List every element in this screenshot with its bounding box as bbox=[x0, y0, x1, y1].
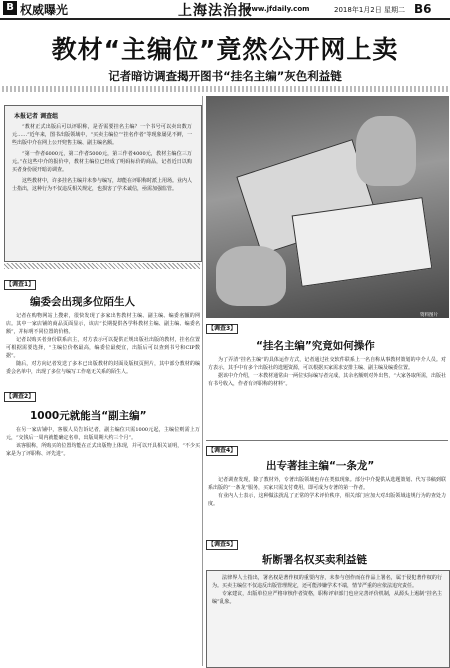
section-tag: 【调查2】 bbox=[6, 393, 35, 400]
news-photo bbox=[206, 96, 449, 318]
section-title: 编委会出现多位陌生人 bbox=[30, 296, 135, 308]
newspaper-logo: 上海法治报 bbox=[178, 3, 253, 19]
section-body bbox=[208, 476, 446, 508]
body-paragraph: 在另一家店铺中，客服人员告诉记者，副主编位只需1000元起，主编位则需上万元，“交钱后一周内就能确定名单，出版周期大约三个月”。 bbox=[6, 427, 200, 441]
section-tag: 【调查5】 bbox=[208, 541, 237, 548]
hatch-divider bbox=[4, 263, 200, 269]
body-paragraph: 随后，对方向记者发送了多本已出版教材的封面及版权页照片，其中部分教材的编委会名单中，出现了多位与编写工作毫无关系的陌生人。 bbox=[6, 361, 200, 375]
body-paragraph: 有业内人士表示，这种做法扰乱了正常的学术评价秩序，相关部门应加大对出版领域违规行为的查处力度。 bbox=[208, 493, 446, 507]
body-paragraph: 记者在购物网站上搜索，很快发现了多家出售教材主编、副主编、编委名额的网店。其中一家店铺的商品页面显示，该店“长期提供各学科教材主编、副主编、编委名额”，并标明不同位置的价格。 bbox=[6, 313, 200, 335]
section-body bbox=[6, 426, 200, 458]
body-paragraph: 法律界人士指出，署名权是著作权的重要内容，未参与创作而在作品上署名，属于侵犯著作权的行为。买卖主编位不仅违反出版管理规定，还可能涉嫌学术不端，情节严重的应依法追究责任。 bbox=[212, 575, 442, 589]
lead-text bbox=[12, 123, 192, 196]
section-badge: B bbox=[3, 1, 17, 15]
section-body bbox=[208, 356, 446, 388]
section-tag: 【调查4】 bbox=[208, 447, 237, 454]
body-paragraph: 专家建议，出版单位应严格审核作者资格，职称评审部门也应完善评价机制，从源头上遏制“挂名主编”乱象。 bbox=[212, 591, 442, 605]
body-paragraph: 为了弄清“挂名主编”的具体运作方式，记者通过社交软件联系上一名自称从事教材策划的中介人员。对方表示，其手中有多个出版社的选题资源，可以根据买家需求安排主编、副主编及编委位置。 bbox=[208, 357, 446, 371]
lead-paragraph: “教材正式出版后可以评职称，是否需要挂名主编？一个书号可以卖出数万元……”近年来，图书出版领域中，“买卖主编位”“挂名作者”等现象屡见不鲜，一些出版中介在网上公开兜售主编、副主编名额。 bbox=[12, 124, 192, 146]
section-rule bbox=[206, 440, 448, 441]
section-body bbox=[212, 574, 442, 606]
section-name: 权威曝光 bbox=[20, 3, 69, 17]
body-paragraph: 据该中介介绍，一本教材通常由一两位实际编写者完成，其余名额则对外出售，“大家各取所需，出版社有书号收入，作者有评职称的材料”。 bbox=[208, 373, 446, 387]
lead-title: 本报记者 调查组 bbox=[14, 113, 59, 120]
section-body bbox=[6, 312, 200, 376]
body-paragraph: 记者以购买者身份联系店主，对方表示可以提供正规出版社出版的教材，挂名位置可根据需要选择，“主编位价格最高，编委位最便宜，出版后可以查到书号和CIP数据”。 bbox=[6, 337, 200, 359]
section-tag: 【调查3】 bbox=[208, 325, 237, 332]
hand-shape bbox=[216, 246, 286, 306]
divider-band bbox=[2, 86, 448, 92]
subheadline: 记者暗访调查揭开图书“挂名主编”灰色利益链 bbox=[108, 69, 342, 83]
hand-shape bbox=[356, 116, 416, 186]
body-paragraph: 记者调查发现，除了教材外，专著出版领域也存在类似现象。部分中介提供从选题策划、代写书稿到联系出版的“一条龙”服务，买家只需支付费用，即可成为专著的第一作者。 bbox=[208, 477, 446, 491]
section-title: 斩断署名权买卖利益链 bbox=[262, 554, 367, 566]
website: www.jfdaily.com bbox=[245, 5, 310, 13]
lead-paragraph: 这些教材中，许多挂名主编并未参与编写，却能在评职称时派上用场。业内人士指出，这种行为不仅违反相关规定，也损害了学术诚信，亟需加强监管。 bbox=[12, 178, 193, 192]
section-title: “挂名主编”究竟如何操作 bbox=[256, 340, 375, 352]
section-title: 出专著挂主编“一条龙” bbox=[266, 460, 375, 472]
section-tag: 【调查1】 bbox=[6, 281, 35, 288]
photo-caption: 资料图片 bbox=[420, 313, 438, 318]
section-title: 1000元就能当“副主编” bbox=[30, 410, 147, 422]
lead-paragraph: “第一作者6000元，第二作者5000元，第三作者4000元，教材主编位三万元。”在这些中介的报价中，教材主编位已经成了明码标价的商品，记者近日以购买者身份展开暗访调查。 bbox=[12, 151, 192, 173]
column-divider bbox=[202, 96, 203, 666]
issue-date: 2018年1月2日 星期二 bbox=[334, 6, 405, 14]
page-number: B6 bbox=[414, 2, 432, 16]
body-paragraph: 该客服称，所购买的位置均能在正式出版物上体现，并可以开具相关证明，“不少买家是为了评职称、评先进”。 bbox=[6, 443, 200, 457]
headline: 教材“主编位”竟然公开网上卖 bbox=[51, 35, 399, 64]
